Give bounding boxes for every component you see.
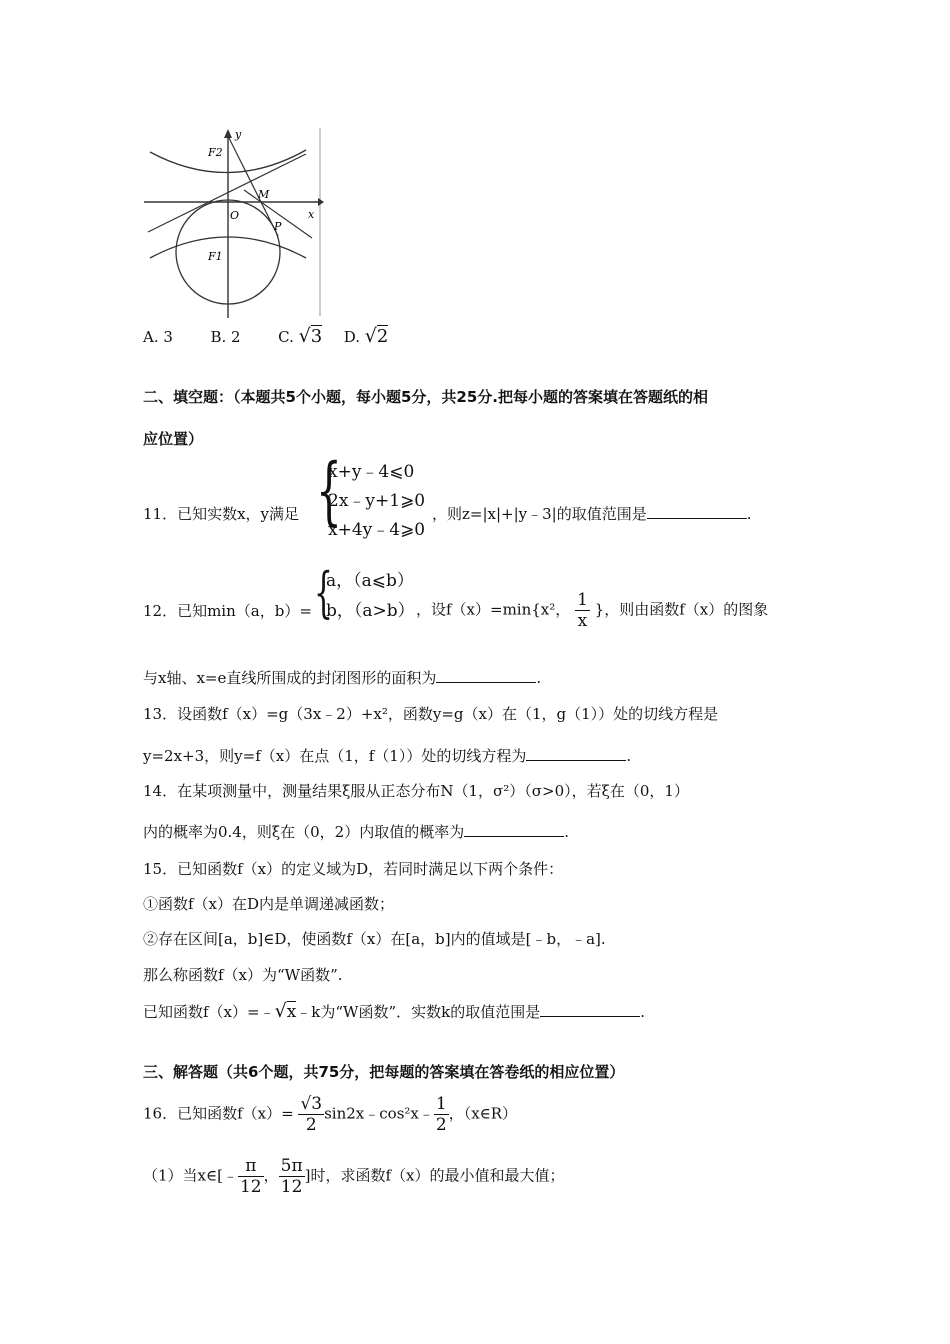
sqrt-icon: √ — [364, 325, 377, 347]
q16-p1-frac2-den: 12 — [280, 1177, 303, 1197]
q12-prefix: 12．已知min（a，b）= — [143, 602, 312, 620]
q16-fraction-1 — [298, 1094, 324, 1135]
q13-answer-blank[interactable] — [526, 746, 626, 761]
q15-line5 — [143, 1000, 645, 1022]
q16-suffix: ，（x∈R） — [448, 1104, 518, 1123]
choice-c-prefix: C. — [278, 328, 299, 346]
choice-d-radicand: 2 — [376, 326, 389, 347]
q16-fraction-2 — [434, 1094, 449, 1135]
q15-line5-suffix: ﹣k为“W函数”．实数k的取值范围是 — [296, 1003, 541, 1021]
q12-case1: a，（a⩽b） — [326, 571, 414, 591]
section2-title-line1: 二、填空题：（本题共5个小题，每小题5分，共25分.把每小题的答案填在答题纸的相 — [143, 388, 708, 406]
q12-mid-line — [416, 590, 768, 631]
label-y: y — [235, 128, 242, 141]
q11-eq1: x+y﹣4⩽0 — [328, 462, 415, 482]
q11-end: . — [746, 505, 752, 523]
q16-mid: sin2x﹣cos²x﹣ — [324, 1104, 434, 1123]
q16-p1-fraction-1 — [238, 1156, 264, 1197]
q11-eq2: 2x﹣y+1⩾0 — [328, 491, 426, 511]
q12-cases — [326, 566, 415, 626]
q11-prefix: 11．已知实数x，y满足 — [143, 505, 300, 523]
q16-p1-comma: ， — [263, 1166, 279, 1185]
q13-line2 — [143, 745, 631, 766]
q12-brace-icon: { — [314, 561, 333, 624]
section3-title: 三、解答题（共6个题，共75分，把每题的答案填在答卷纸的相应位置） — [143, 1063, 625, 1081]
q15-line2: ①函数f（x）在D内是单调递减函数； — [143, 895, 395, 913]
q12-line2-text: 与x轴、x=e直线所围成的封闭图形的面积为 — [143, 669, 437, 687]
q14-line2 — [143, 821, 569, 842]
q15-end: . — [640, 1003, 646, 1021]
q16-frac2-num: 1 — [435, 1094, 447, 1114]
q16-p1-suffix: ]时，求函数f（x）的最小值和最大值； — [304, 1166, 565, 1185]
label-f1: F1 — [208, 250, 223, 263]
q13-line1: 13．设函数f（x）=g（3x﹣2）+x²，函数y=g（x）在（1，g（1））处的切线方程是 — [143, 705, 719, 723]
q12-case2: b，（a>b） — [326, 601, 415, 621]
q12-answer-blank[interactable] — [436, 668, 536, 683]
q12-frac-den: x — [577, 611, 588, 631]
q15-line1: 15．已知函数f（x）的定义域为D，若同时满足以下两个条件： — [143, 860, 564, 878]
label-x: x — [308, 208, 315, 221]
label-m: M — [258, 188, 270, 201]
q16-frac2-den: 2 — [435, 1115, 447, 1135]
q15-answer-blank[interactable] — [540, 1002, 640, 1017]
q12-fraction — [575, 590, 590, 631]
choices-row — [143, 325, 388, 347]
q12-end: . — [536, 669, 542, 687]
q11-suffix-line — [432, 503, 752, 524]
sqrt-icon: √ — [274, 1000, 287, 1022]
q16-p1-frac2-num: 5π — [280, 1156, 303, 1176]
q11-answer-blank[interactable] — [647, 504, 747, 519]
q11-eq3: x+4y﹣4⩾0 — [328, 520, 426, 540]
q13-end: . — [626, 747, 632, 765]
hyperbola-circle-figure — [142, 126, 324, 320]
q15-line3: ②存在区间[a，b]∈D，使函数f（x）在[a，b]内的值域是[﹣b，﹣a]. — [143, 930, 606, 948]
q16-p1-frac1-den: 12 — [239, 1177, 262, 1197]
q13-line2-text: y=2x+3，则y=f（x）在点（1，f（1））处的切线方程为 — [143, 747, 527, 765]
q16-p1-frac1-num: π — [238, 1156, 264, 1177]
q16-p1-prefix: （1）当x∈[﹣ — [143, 1166, 238, 1185]
x-axis-arrow — [318, 198, 324, 206]
choice-a: A. 3 — [143, 328, 173, 346]
choice-c-radicand: 3 — [310, 326, 323, 347]
q14-answer-blank[interactable] — [464, 822, 564, 837]
q16-frac1-den: 2 — [305, 1115, 317, 1135]
q16-line1 — [143, 1094, 517, 1135]
q12-mid: ，设f（x）=min{x²， — [416, 600, 571, 619]
q12-frac-num: 1 — [577, 590, 588, 610]
q16-prefix: 16．已知函数f（x）= — [143, 1104, 294, 1123]
section2-title-line2: 应位置） — [143, 430, 204, 448]
q11-suffix: ，则z=|x|+|y﹣3|的取值范围是 — [432, 505, 647, 523]
q15-line5-prefix: 已知函数f（x）=﹣ — [143, 1003, 275, 1021]
q11-brace-icon: { — [316, 448, 342, 534]
choice-d-prefix: D. — [343, 328, 365, 346]
q16-frac1-num: √3 — [300, 1094, 323, 1114]
q11-system — [328, 458, 425, 545]
q12-line2 — [143, 667, 541, 688]
label-f2: F2 — [208, 146, 223, 159]
q15-line4: 那么称函数f（x）为“W函数”. — [143, 966, 343, 984]
q14-line1: 14．在某项测量中，测量结果ξ服从正态分布N（1，σ²）（σ>0），若ξ在（0，1） — [143, 782, 689, 800]
q14-end: . — [564, 823, 569, 841]
q15-radicand: x — [286, 1002, 297, 1022]
choice-b: B. 2 — [210, 328, 241, 346]
q12-suffix: }，则由函数f（x）的图象 — [594, 600, 769, 619]
label-p: P — [274, 220, 282, 233]
label-o: O — [230, 209, 240, 222]
sqrt-icon: √ — [298, 325, 311, 347]
q16-part1 — [143, 1156, 565, 1197]
q14-line2-text: 内的概率为0.4，则ξ在（0，2）内取值的概率为 — [143, 823, 465, 841]
line-asymptote-1 — [148, 154, 306, 232]
q16-p1-fraction-2 — [279, 1156, 305, 1197]
